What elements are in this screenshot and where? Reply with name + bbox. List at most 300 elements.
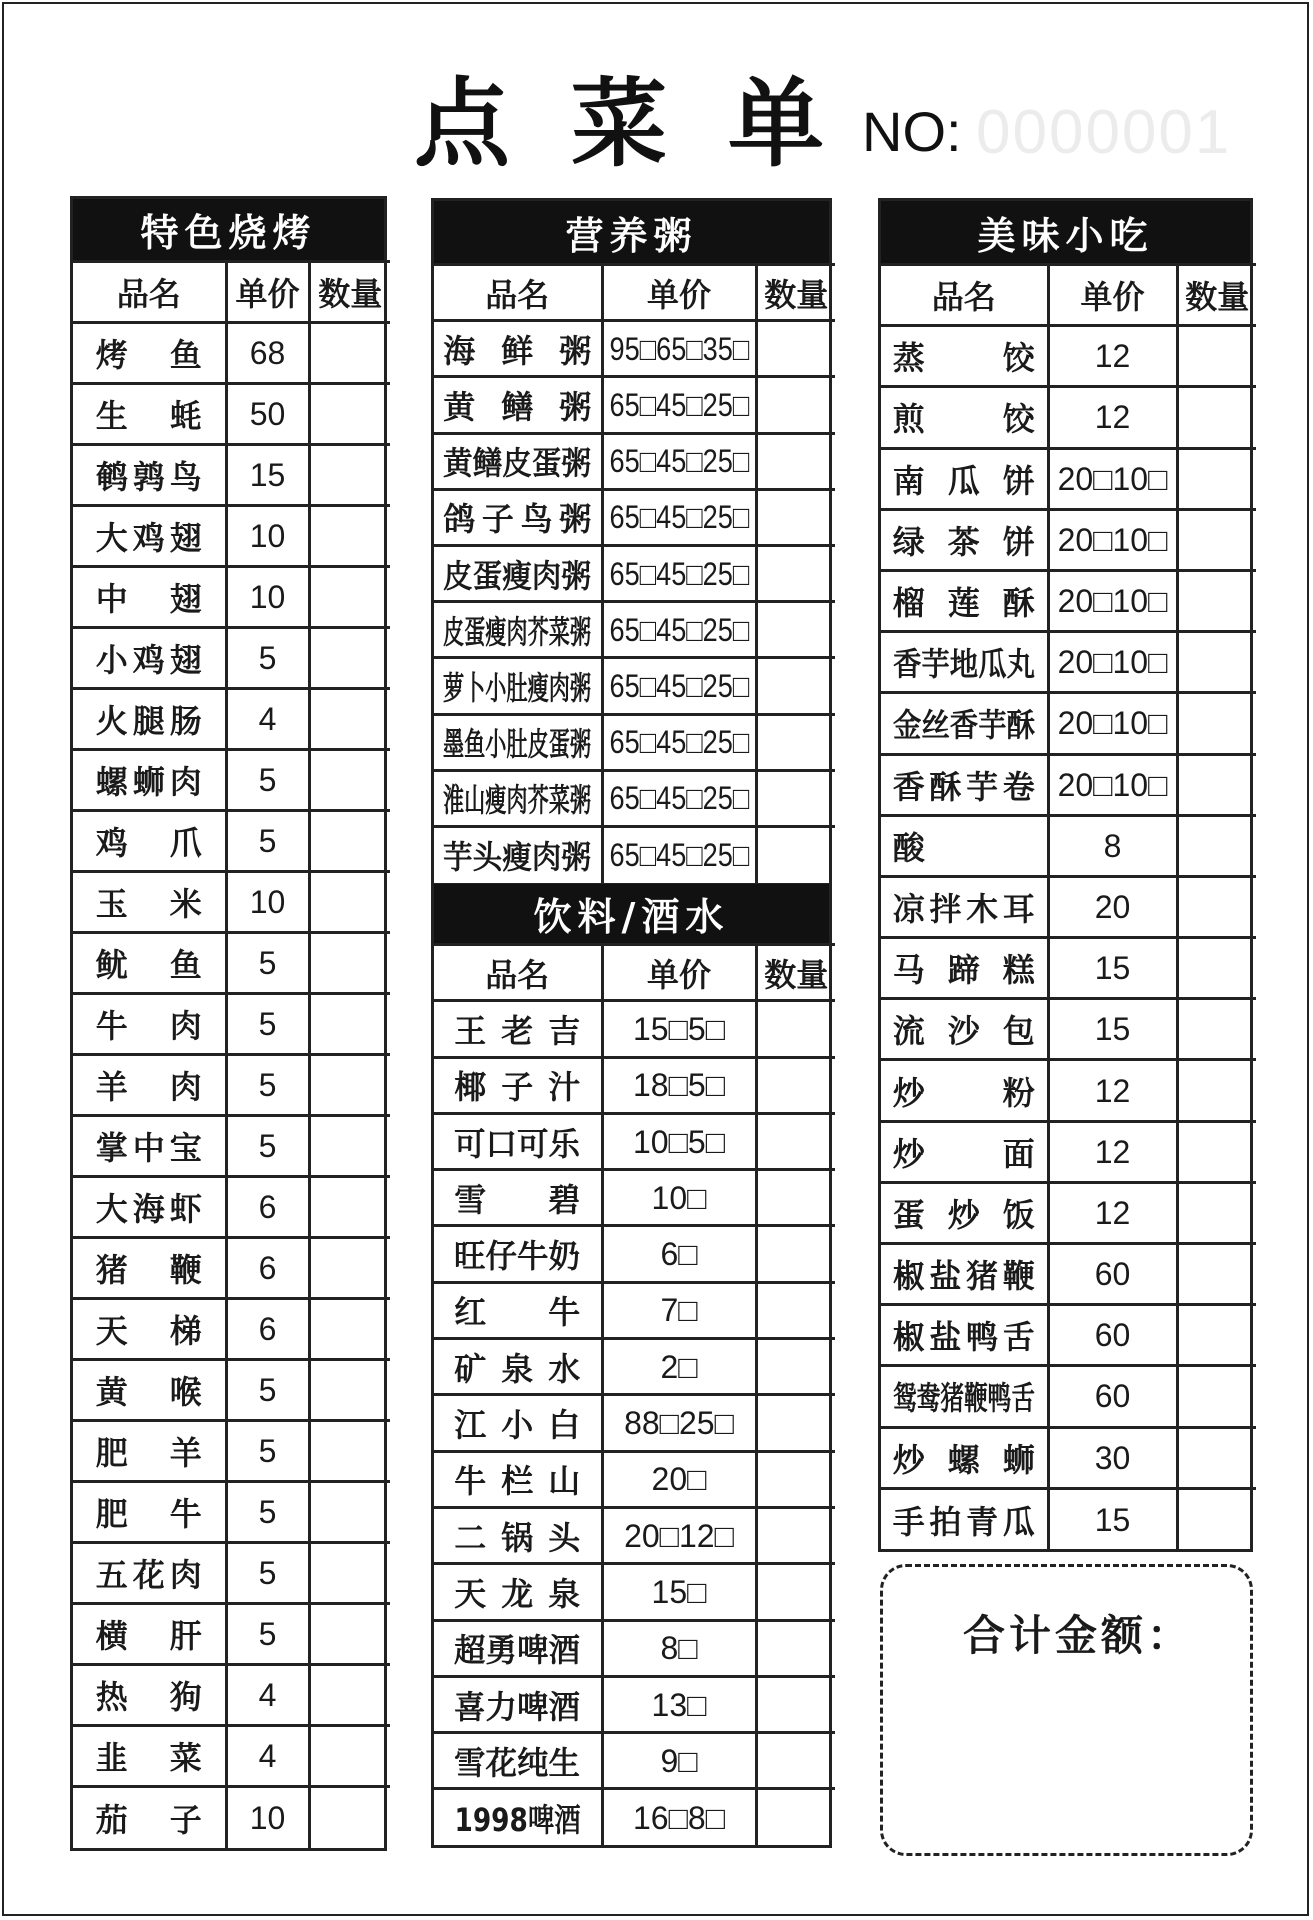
menu-row xyxy=(434,1170,835,1226)
item-price: 10 xyxy=(249,518,286,554)
menu-row xyxy=(881,1060,1256,1121)
item-price: 60 xyxy=(1094,1378,1131,1415)
item-price-cell xyxy=(226,323,309,384)
quantity-input-cell[interactable] xyxy=(756,1676,835,1732)
item-price-cell xyxy=(226,933,309,994)
item-name-cell xyxy=(881,938,1048,999)
item-name-cell xyxy=(73,1055,226,1116)
item-name-cell xyxy=(881,999,1048,1060)
item-name: 酸 xyxy=(892,828,925,867)
item-price: 9□ xyxy=(660,1742,698,1779)
menu-row xyxy=(881,509,1256,570)
item-name-cell xyxy=(73,384,226,445)
item-name-cell xyxy=(73,1238,226,1299)
item-price: 5 xyxy=(258,640,277,676)
quantity-input-cell[interactable] xyxy=(1177,1427,1256,1488)
item-price: 20□10□ xyxy=(1057,705,1168,742)
item-price: 2□ xyxy=(660,1348,698,1385)
item-name: 茄子 xyxy=(95,1800,202,1839)
item-price: 4 xyxy=(258,701,277,737)
quantity-input-cell[interactable] xyxy=(756,433,835,489)
item-price-cell xyxy=(226,1482,309,1543)
item-price: 5 xyxy=(258,1006,277,1042)
quantity-input-cell[interactable] xyxy=(309,323,390,384)
item-price-cell xyxy=(1048,632,1177,693)
item-name-cell xyxy=(881,509,1048,570)
item-price: 15□5□ xyxy=(632,1010,726,1047)
item-price: 65□45□25□ xyxy=(609,667,749,704)
item-price: 10 xyxy=(249,579,286,615)
item-name: 羊肉 xyxy=(95,1068,202,1106)
item-price-cell xyxy=(602,658,756,714)
item-price-cell xyxy=(226,628,309,689)
item-name-cell xyxy=(73,994,226,1055)
item-name: 鹌鹑鸟 xyxy=(95,458,202,496)
item-price: 15 xyxy=(1094,1011,1131,1048)
quantity-input-cell[interactable] xyxy=(1177,876,1256,937)
menu-row xyxy=(434,545,835,601)
quantity-input-cell[interactable] xyxy=(756,1057,835,1113)
item-name-cell xyxy=(881,815,1048,876)
item-name-cell xyxy=(434,826,602,882)
item-price-cell xyxy=(226,384,309,445)
item-name-cell xyxy=(881,1305,1048,1366)
quantity-input-cell[interactable] xyxy=(1177,326,1256,387)
quantity-input-cell[interactable] xyxy=(309,689,390,750)
menu-row xyxy=(73,1421,390,1482)
item-price: 20□10□ xyxy=(1057,521,1168,558)
quantity-input-cell[interactable] xyxy=(1177,693,1256,754)
menu-table xyxy=(73,260,390,1848)
item-name: 热狗 xyxy=(95,1678,202,1716)
item-price-cell xyxy=(1048,1244,1177,1305)
item-price-cell xyxy=(226,811,309,872)
item-price: 50 xyxy=(249,396,286,432)
item-name: 旺仔牛奶 xyxy=(454,1237,581,1276)
menu-row xyxy=(73,323,390,384)
menu-row xyxy=(881,876,1256,937)
item-price-cell xyxy=(602,1676,756,1732)
item-price: 5 xyxy=(258,1616,277,1652)
item-name: 流沙包 xyxy=(892,1012,1035,1051)
quantity-input-cell[interactable] xyxy=(1177,509,1256,570)
item-price-cell xyxy=(226,1238,309,1299)
item-price: 65□45□25□ xyxy=(609,499,749,536)
item-name-cell xyxy=(434,1620,602,1676)
menu-row xyxy=(434,1733,835,1789)
menu-row xyxy=(881,632,1256,693)
quantity-input-cell[interactable] xyxy=(1177,1488,1256,1549)
quantity-input-cell[interactable] xyxy=(309,567,390,628)
item-price-cell xyxy=(226,1116,309,1177)
menu-row xyxy=(881,693,1256,754)
page-title: 点菜单 xyxy=(414,67,824,180)
item-name-cell xyxy=(434,1339,602,1395)
item-name: 二锅头 xyxy=(454,1518,581,1557)
item-price-cell xyxy=(226,1543,309,1604)
item-name: 火腿肠 xyxy=(95,702,202,740)
quantity-input-cell[interactable] xyxy=(309,1543,390,1604)
item-price-cell xyxy=(602,545,756,601)
quantity-input-cell[interactable] xyxy=(1177,1121,1256,1182)
quantity-input-cell[interactable] xyxy=(309,811,390,872)
menu-row xyxy=(881,570,1256,631)
quantity-input-cell[interactable] xyxy=(756,1339,835,1395)
item-price-cell xyxy=(226,1360,309,1421)
column-header-row xyxy=(434,265,835,321)
item-price: 30 xyxy=(1094,1439,1131,1476)
item-name-cell xyxy=(881,1121,1048,1182)
item-name: 可口可乐 xyxy=(454,1124,581,1163)
item-name: 榴莲酥 xyxy=(892,584,1035,623)
quantity-input-cell[interactable] xyxy=(756,489,835,545)
menu-row xyxy=(434,1620,835,1676)
quantity-input-cell[interactable] xyxy=(1177,999,1256,1060)
quantity-input-cell[interactable] xyxy=(309,384,390,445)
item-name: 萝卜小肚瘦肉粥 xyxy=(443,668,592,707)
item-price: 15 xyxy=(249,457,286,493)
quantity-input-cell[interactable] xyxy=(756,1564,835,1620)
item-price: 18□5□ xyxy=(632,1067,726,1104)
item-name: 椒盐鸭舌 xyxy=(892,1318,1035,1357)
item-price-cell xyxy=(1048,1366,1177,1427)
item-name: 矿泉水 xyxy=(454,1349,581,1388)
item-name-cell xyxy=(881,632,1048,693)
quantity-input-cell[interactable] xyxy=(309,1421,390,1482)
item-price: 6 xyxy=(258,1250,277,1286)
item-name-cell xyxy=(73,1543,226,1604)
item-name-cell xyxy=(73,1360,226,1421)
menu-row xyxy=(881,326,1256,387)
item-price: 6 xyxy=(258,1189,277,1225)
item-price: 65□45□25□ xyxy=(609,780,749,817)
item-price: 20□10□ xyxy=(1057,583,1168,620)
item-price-cell xyxy=(602,1507,756,1563)
quantity-input-cell[interactable] xyxy=(309,1726,390,1787)
item-name: 螺蛳肉 xyxy=(95,763,202,801)
item-name-cell xyxy=(73,872,226,933)
menu-row xyxy=(434,1282,835,1338)
item-name: 椰子汁 xyxy=(454,1068,581,1107)
order-number-value: 0000001 xyxy=(976,98,1232,167)
item-name: 手拍青瓜 xyxy=(892,1502,1035,1541)
quantity-input-cell[interactable] xyxy=(1177,448,1256,509)
order-number-label: NO: xyxy=(862,100,962,163)
item-name-cell xyxy=(73,567,226,628)
section-congee xyxy=(431,198,832,886)
item-price-cell xyxy=(226,1787,309,1848)
item-name: 韭菜 xyxy=(95,1739,202,1777)
quantity-input-cell[interactable] xyxy=(756,1170,835,1226)
item-price-cell xyxy=(602,1733,756,1789)
item-price-cell xyxy=(226,994,309,1055)
quantity-input-cell[interactable] xyxy=(756,1226,835,1282)
quantity-input-cell[interactable] xyxy=(309,872,390,933)
menu-row xyxy=(73,506,390,567)
item-name-cell xyxy=(881,570,1048,631)
item-name: 大鸡翅 xyxy=(95,519,202,557)
item-name-cell xyxy=(73,1787,226,1848)
menu-row xyxy=(73,872,390,933)
item-price: 5 xyxy=(258,1128,277,1164)
item-name-cell xyxy=(73,445,226,506)
quantity-input-cell[interactable] xyxy=(756,826,835,882)
section-title: 营养粥 xyxy=(434,201,829,263)
item-name: 金丝香芋酥 xyxy=(892,706,1035,745)
item-price: 12 xyxy=(1094,1194,1131,1231)
menu-row xyxy=(434,602,835,658)
item-name-cell xyxy=(434,321,602,377)
section-snacks xyxy=(878,198,1253,1552)
quantity-input-cell[interactable] xyxy=(1177,632,1256,693)
item-name-cell xyxy=(73,1665,226,1726)
item-price: 5 xyxy=(258,1433,277,1469)
quantity-input-cell[interactable] xyxy=(309,1055,390,1116)
menu-row xyxy=(73,1360,390,1421)
item-name-cell xyxy=(73,1177,226,1238)
column-header-qty: 数量 xyxy=(1177,265,1256,326)
item-price: 5 xyxy=(258,1494,277,1530)
quantity-input-cell[interactable] xyxy=(756,1733,835,1789)
item-price: 4 xyxy=(258,1677,277,1713)
quantity-input-cell[interactable] xyxy=(309,1116,390,1177)
quantity-input-cell[interactable] xyxy=(756,1451,835,1507)
item-name: 肥牛 xyxy=(95,1495,202,1533)
item-name: 五花肉 xyxy=(95,1556,202,1594)
item-price: 10 xyxy=(249,884,286,920)
menu-row xyxy=(434,1339,835,1395)
item-name: 鸽子鸟粥 xyxy=(443,500,592,539)
quantity-input-cell[interactable] xyxy=(756,321,835,377)
item-name-cell xyxy=(73,506,226,567)
item-price: 12 xyxy=(1094,338,1131,375)
quantity-input-cell[interactable] xyxy=(756,377,835,433)
item-price: 7□ xyxy=(660,1292,698,1329)
quantity-input-cell[interactable] xyxy=(756,1282,835,1338)
item-price-cell xyxy=(602,1057,756,1113)
item-name-cell xyxy=(434,1789,602,1845)
total-amount-label: 合计金额： xyxy=(963,1611,1194,1660)
section-title: 特色烧烤 xyxy=(73,199,384,260)
quantity-input-cell[interactable] xyxy=(1177,815,1256,876)
menu-row xyxy=(434,1395,835,1451)
item-name: 玉米 xyxy=(95,885,202,923)
menu-row xyxy=(434,1113,835,1169)
item-price: 65□45□25□ xyxy=(609,386,749,423)
item-price-cell xyxy=(1048,876,1177,937)
quantity-input-cell[interactable] xyxy=(756,1395,835,1451)
column-header-price: 单价 xyxy=(1048,265,1177,326)
item-name-cell xyxy=(434,377,602,433)
menu-row xyxy=(73,384,390,445)
item-price: 60 xyxy=(1094,1256,1131,1293)
quantity-input-cell[interactable] xyxy=(309,1238,390,1299)
menu-row xyxy=(434,714,835,770)
item-price-cell xyxy=(1048,326,1177,387)
menu-table xyxy=(881,263,1256,1549)
quantity-input-cell[interactable] xyxy=(309,1177,390,1238)
item-name: 皮蛋瘦肉芥菜粥 xyxy=(443,612,592,651)
quantity-input-cell[interactable] xyxy=(309,1604,390,1665)
menu-row xyxy=(434,1057,835,1113)
menu-row xyxy=(73,628,390,689)
item-price: 6□ xyxy=(660,1236,698,1273)
menu-row xyxy=(73,1238,390,1299)
item-name-cell xyxy=(434,433,602,489)
item-price-cell xyxy=(602,1113,756,1169)
section-drinks xyxy=(431,884,832,1848)
item-price: 20□10□ xyxy=(1057,766,1168,803)
item-name: 炒面 xyxy=(892,1134,1035,1173)
menu-row xyxy=(434,1001,835,1057)
item-name: 黄喉 xyxy=(95,1373,202,1411)
item-price-cell xyxy=(1048,1427,1177,1488)
menu-row xyxy=(73,567,390,628)
item-price: 65□45□25□ xyxy=(609,837,749,874)
item-price-cell xyxy=(226,1726,309,1787)
item-price-cell xyxy=(602,1226,756,1282)
item-price-cell xyxy=(1048,938,1177,999)
item-price-cell xyxy=(1048,448,1177,509)
item-name-cell xyxy=(881,1244,1048,1305)
quantity-input-cell[interactable] xyxy=(756,770,835,826)
quantity-input-cell[interactable] xyxy=(756,1620,835,1676)
item-price: 5 xyxy=(258,1067,277,1103)
quantity-input-cell[interactable] xyxy=(309,1299,390,1360)
quantity-input-cell[interactable] xyxy=(756,1113,835,1169)
menu-row xyxy=(73,1787,390,1848)
column-header-name: 品名 xyxy=(434,945,602,1001)
quantity-input-cell[interactable] xyxy=(309,750,390,811)
quantity-input-cell[interactable] xyxy=(1177,938,1256,999)
total-amount-box[interactable] xyxy=(880,1564,1253,1856)
item-name-cell xyxy=(73,1421,226,1482)
item-name-cell xyxy=(881,1182,1048,1243)
quantity-input-cell[interactable] xyxy=(756,602,835,658)
menu-row xyxy=(434,433,835,489)
item-price: 15 xyxy=(1094,950,1131,987)
menu-row xyxy=(73,445,390,506)
quantity-input-cell[interactable] xyxy=(756,1507,835,1563)
item-name-cell xyxy=(434,1395,602,1451)
item-price: 68 xyxy=(249,335,286,371)
quantity-input-cell[interactable] xyxy=(309,1360,390,1421)
quantity-input-cell[interactable] xyxy=(756,658,835,714)
menu-row xyxy=(434,658,835,714)
section-title: 美味小吃 xyxy=(881,201,1250,263)
item-price-cell xyxy=(1048,1305,1177,1366)
item-price-cell xyxy=(602,1564,756,1620)
item-name-cell xyxy=(73,1299,226,1360)
quantity-input-cell[interactable] xyxy=(309,933,390,994)
menu-row xyxy=(434,1564,835,1620)
item-name-cell xyxy=(434,1001,602,1057)
item-price-cell xyxy=(226,1299,309,1360)
item-price-cell xyxy=(226,1055,309,1116)
item-price: 20□12□ xyxy=(624,1517,734,1554)
item-price: 6 xyxy=(258,1311,277,1347)
menu-row xyxy=(73,1482,390,1543)
item-name: 蛋炒饭 xyxy=(892,1195,1035,1234)
menu-row xyxy=(881,815,1256,876)
item-name: 横肝 xyxy=(95,1617,202,1655)
quantity-input-cell[interactable] xyxy=(1177,387,1256,448)
item-price-cell xyxy=(602,1170,756,1226)
item-price: 65□45□25□ xyxy=(609,443,749,480)
menu-row xyxy=(73,1726,390,1787)
item-name: 芋头瘦肉粥 xyxy=(443,838,592,877)
item-name: 黄鳝皮蛋粥 xyxy=(443,444,592,483)
item-name-cell xyxy=(73,750,226,811)
column-header-name: 品名 xyxy=(881,265,1048,326)
quantity-input-cell[interactable] xyxy=(309,1787,390,1848)
item-name-cell xyxy=(73,689,226,750)
item-name-cell xyxy=(73,933,226,994)
item-name: 淮山瘦肉芥菜粥 xyxy=(443,781,592,820)
menu-table xyxy=(434,263,835,883)
quantity-input-cell[interactable] xyxy=(756,545,835,601)
item-name: 南瓜饼 xyxy=(892,461,1035,500)
item-name-cell xyxy=(881,1488,1048,1549)
quantity-input-cell[interactable] xyxy=(756,1789,835,1845)
quantity-input-cell[interactable] xyxy=(756,714,835,770)
column-header-name: 品名 xyxy=(73,262,226,323)
menu-row xyxy=(434,1507,835,1563)
item-price: 20□ xyxy=(651,1461,707,1498)
item-name: 鱿鱼 xyxy=(95,946,202,984)
quantity-input-cell[interactable] xyxy=(309,1482,390,1543)
menu-row xyxy=(881,1366,1256,1427)
item-price-cell xyxy=(226,1421,309,1482)
quantity-input-cell[interactable] xyxy=(1177,1305,1256,1366)
quantity-input-cell[interactable] xyxy=(309,506,390,567)
item-name: 超勇啤酒 xyxy=(454,1631,581,1670)
item-name-cell xyxy=(434,1507,602,1563)
quantity-input-cell[interactable] xyxy=(309,994,390,1055)
quantity-input-cell[interactable] xyxy=(309,1665,390,1726)
item-name-cell xyxy=(881,876,1048,937)
menu-row xyxy=(881,1182,1256,1243)
item-price: 60 xyxy=(1094,1317,1131,1354)
menu-row xyxy=(73,750,390,811)
item-name-cell xyxy=(881,448,1048,509)
quantity-input-cell[interactable] xyxy=(309,628,390,689)
quantity-input-cell[interactable] xyxy=(1177,1060,1256,1121)
menu-row xyxy=(73,689,390,750)
item-name: 天龙泉 xyxy=(454,1574,581,1613)
item-price: 10□ xyxy=(651,1179,707,1216)
quantity-input-cell[interactable] xyxy=(309,445,390,506)
item-name: 炒螺蛳 xyxy=(892,1440,1035,1479)
item-name-cell xyxy=(73,323,226,384)
quantity-input-cell[interactable] xyxy=(756,1001,835,1057)
quantity-input-cell[interactable] xyxy=(1177,1244,1256,1305)
menu-row xyxy=(881,999,1256,1060)
item-name-cell xyxy=(434,770,602,826)
item-name: 牛肉 xyxy=(95,1007,202,1045)
quantity-input-cell[interactable] xyxy=(1177,1182,1256,1243)
menu-row xyxy=(73,1177,390,1238)
item-name: 烤鱼 xyxy=(95,336,202,374)
item-name: 黄鳝粥 xyxy=(443,387,592,426)
quantity-input-cell[interactable] xyxy=(1177,1366,1256,1427)
quantity-input-cell[interactable] xyxy=(1177,570,1256,631)
menu-row xyxy=(434,1789,835,1845)
item-price-cell xyxy=(226,567,309,628)
item-name: 生蚝 xyxy=(95,397,202,435)
item-price-cell xyxy=(602,1620,756,1676)
quantity-input-cell[interactable] xyxy=(1177,754,1256,815)
